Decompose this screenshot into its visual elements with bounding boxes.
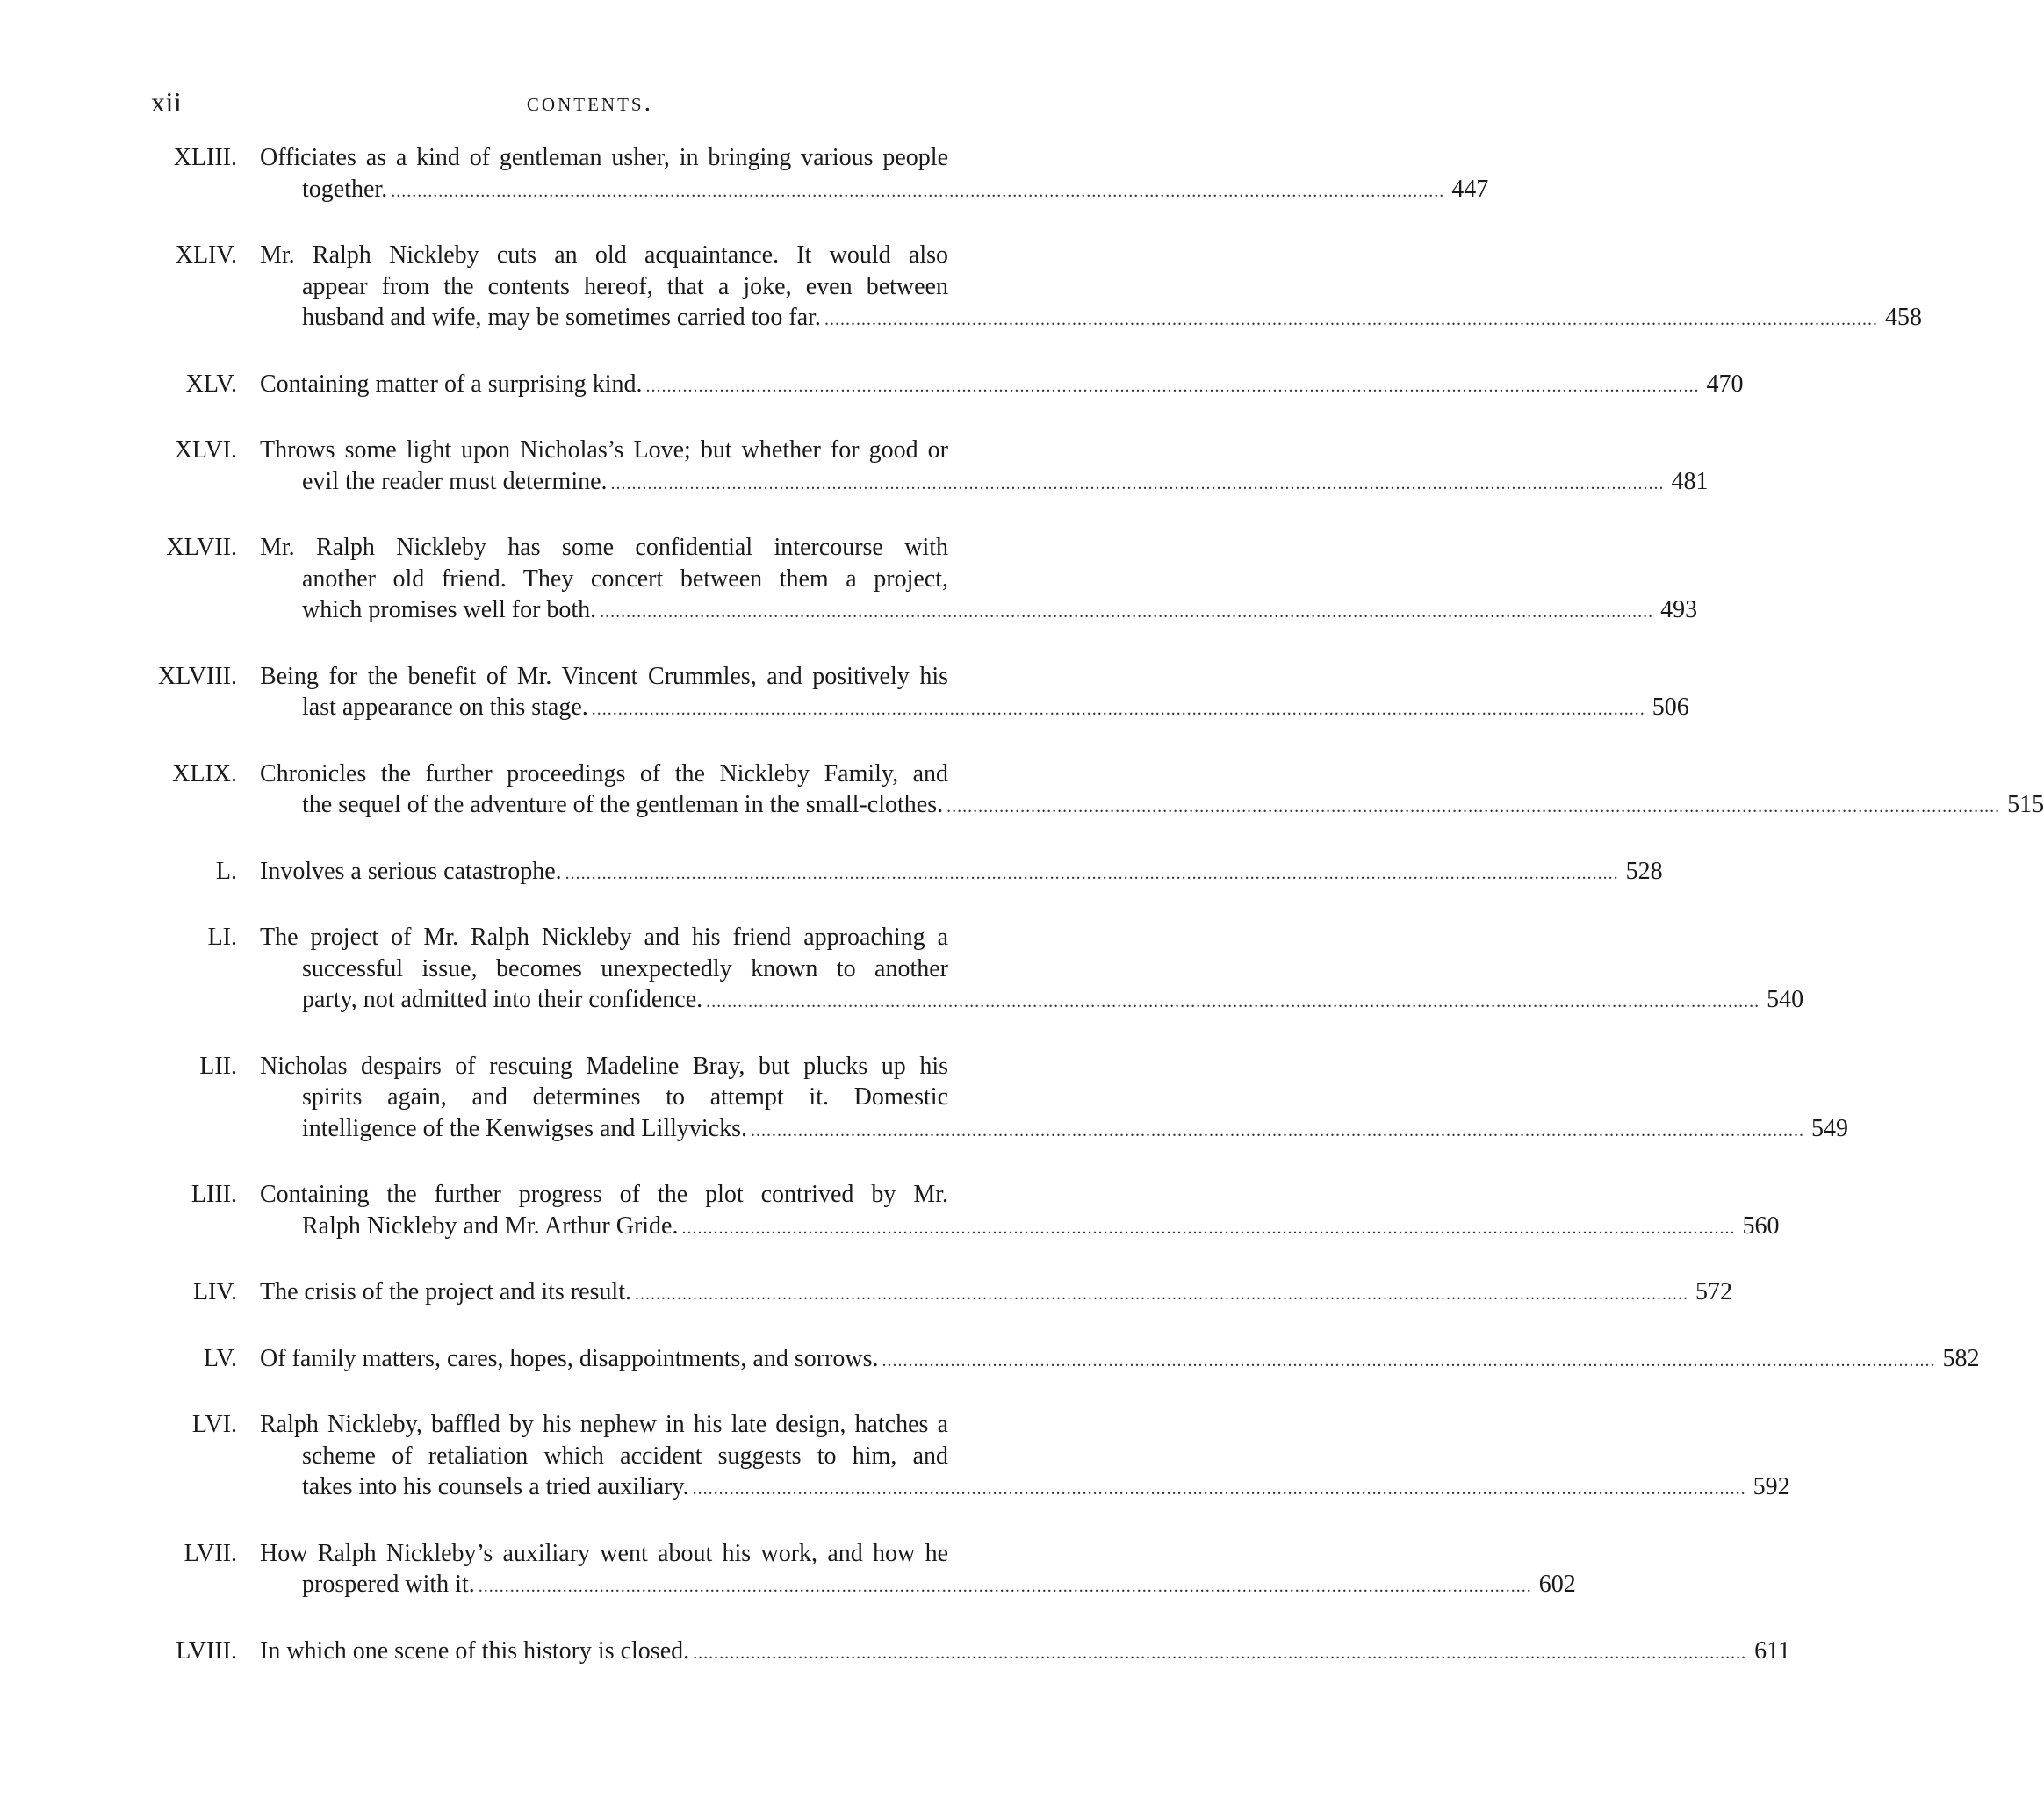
chapter-numeral: L.	[215, 857, 237, 885]
description-last-line	[260, 1211, 1780, 1245]
description-line: The project of Mr. Ralph Nickleby and his friend approaching a	[260, 924, 948, 951]
chapter-numeral: LVIII.	[176, 1636, 237, 1665]
contents-entry	[132, 369, 1744, 403]
contents-list	[132, 142, 2044, 1701]
page-number: xii	[151, 86, 183, 118]
page-reference: 481	[1671, 467, 1709, 495]
description-line: Containing matter of a surprising kind.	[260, 370, 643, 398]
chapter-numeral: XLIX.	[172, 759, 237, 788]
description-line: Mr. Ralph Nickleby has some confidential intercourse with	[260, 534, 948, 561]
description-line: Throws some light upon Nicholas’s Love; but whether for good or	[260, 436, 948, 464]
contents-entry	[132, 435, 1709, 500]
description-last-line	[260, 789, 2044, 823]
chapter-description	[260, 435, 1709, 500]
chapter-description	[260, 1277, 1732, 1311]
chapter-description	[260, 856, 1663, 890]
chapter-numeral: XLIII.	[173, 144, 237, 171]
description-last-line	[260, 594, 1698, 629]
description-last-line	[260, 302, 1922, 336]
description-line: Ralph Nickleby and Mr. Arthur Gride.	[302, 1212, 679, 1240]
chapter-description	[260, 142, 1489, 207]
dot-leader: ........................................................................................................................................................................................................	[681, 1218, 1736, 1238]
chapter-numeral: LVI.	[191, 1411, 237, 1438]
chapter-numeral: LV.	[203, 1344, 237, 1372]
description-line: evil the reader must determine.	[302, 467, 608, 495]
description-line: husband and wife, may be sometimes carried too far.	[302, 304, 821, 331]
description-last-line	[260, 466, 1709, 500]
chapter-description	[260, 759, 2044, 823]
page-reference: 549	[1810, 1114, 1848, 1142]
description-line: takes into his counsels a tried auxiliary.	[302, 1473, 689, 1500]
page-reference: 493	[1660, 596, 1698, 623]
dot-leader: ........................................................................................................................................................................................................	[946, 797, 2001, 816]
description-line: Mr. Ralph Nickleby cuts an old acquaintance. It would also	[260, 241, 948, 269]
description-last-line	[260, 856, 1663, 890]
contents-entry	[132, 1277, 1732, 1311]
dot-leader: ........................................................................................................................................................................................................	[391, 181, 1445, 201]
description-line: intelligence of the Kenwigses and Lillyvicks.	[302, 1114, 747, 1142]
description-last-line	[260, 984, 1804, 1018]
chapter-numeral: LIII.	[191, 1181, 237, 1208]
chapter-numeral: XLV.	[185, 370, 237, 398]
contents-entry	[132, 1343, 1980, 1377]
page-header	[151, 84, 1029, 119]
dot-leader: ........................................................................................................................................................................................................	[600, 602, 1654, 622]
description-line: prospered with it.	[302, 1571, 475, 1598]
page-reference: 458	[1884, 304, 1922, 331]
chapter-description	[260, 1409, 1790, 1506]
description-last-line	[260, 692, 1689, 726]
chapter-numeral: XLVII.	[166, 534, 237, 561]
description-last-line	[260, 1471, 1790, 1506]
dot-leader: ........................................................................................................................................................................................................	[565, 863, 1619, 883]
running-head: contents.	[526, 88, 654, 117]
page-reference: 572	[1695, 1278, 1732, 1305]
description-line: spirits again, and determines to attempt it. Domestic	[302, 1083, 948, 1111]
chapter-description	[260, 922, 1804, 1018]
description-last-line	[260, 174, 1489, 208]
page-reference: 515	[2007, 791, 2044, 818]
contents-entry	[132, 759, 2044, 823]
description-last-line	[260, 369, 1744, 403]
description-last-line	[260, 1569, 1576, 1603]
dot-leader: ........................................................................................................................................................................................................	[635, 1284, 1688, 1304]
dot-leader: ........................................................................................................................................................................................................	[750, 1120, 1804, 1140]
chapter-numeral: LI.	[207, 924, 237, 951]
description-line: last appearance on this stage.	[302, 694, 588, 721]
chapter-numeral: XLVIII.	[158, 662, 237, 690]
description-line: another old friend. They concert between them a project,	[302, 565, 948, 593]
chapter-description	[260, 661, 1689, 726]
page-reference: 540	[1767, 986, 1804, 1013]
chapter-description	[260, 240, 1922, 336]
contents-entry	[132, 1538, 1576, 1603]
page-reference: 592	[1753, 1473, 1790, 1500]
chapter-description	[260, 1179, 1780, 1244]
description-line: the sequel of the adventure of the gentleman in the small-clothes.	[302, 791, 944, 818]
page-reference: 560	[1742, 1212, 1780, 1240]
contents-entry	[132, 142, 1489, 207]
page-reference: 470	[1706, 370, 1744, 398]
description-line: Chronicles the further proceedings of the Nickleby Family, and	[260, 759, 948, 788]
dot-leader: ........................................................................................................................................................................................................	[706, 992, 1760, 1011]
chapter-description	[260, 1343, 1980, 1377]
dot-leader: ........................................................................................................................................................................................................	[610, 473, 1665, 493]
description-last-line	[260, 1113, 1848, 1147]
dot-leader: ........................................................................................................................................................................................................	[645, 376, 1700, 396]
chapter-description	[260, 369, 1744, 403]
description-line: Being for the benefit of Mr. Vincent Crummles, and positively his	[260, 662, 948, 690]
contents-entry	[132, 240, 1922, 336]
page-reference: 447	[1451, 175, 1489, 203]
contents-entry	[132, 661, 1689, 726]
description-line: scheme of retaliation which accident suggests to him, and	[302, 1442, 948, 1470]
chapter-numeral: LIV.	[192, 1278, 237, 1305]
chapter-numeral: LII.	[199, 1052, 237, 1080]
description-line: Of family matters, cares, hopes, disappointments, and sorrows.	[260, 1344, 879, 1372]
description-last-line	[260, 1343, 1980, 1377]
contents-entry	[132, 1179, 1780, 1244]
dot-leader: ........................................................................................................................................................................................................	[882, 1350, 1936, 1370]
description-line: The crisis of the project and its result.	[260, 1278, 631, 1305]
description-line: together.	[302, 175, 388, 203]
page-reference: 611	[1754, 1636, 1791, 1665]
chapter-description	[260, 1636, 1791, 1670]
chapter-numeral: XLVI.	[174, 436, 237, 464]
description-line: Officiates as a kind of gentleman usher, in bringing various people	[260, 144, 948, 171]
description-line: Nicholas despairs of rescuing Madeline Bray, but plucks up his	[260, 1052, 948, 1080]
description-line: appear from the contents hereof, that a joke, even between	[302, 272, 948, 300]
page-reference: 528	[1625, 857, 1663, 885]
contents-entry	[132, 1409, 1790, 1506]
description-last-line	[260, 1636, 1791, 1670]
chapter-description	[260, 1538, 1576, 1603]
chapter-description	[260, 1051, 1848, 1147]
chapter-description	[260, 532, 1698, 629]
description-line: Ralph Nickleby, baffled by his nephew in his late design, hatches a	[260, 1411, 948, 1438]
contents-entry	[132, 1051, 1848, 1147]
contents-entry	[132, 532, 1698, 629]
description-line: party, not admitted into their confidence.	[302, 986, 703, 1013]
contents-entry	[132, 922, 1804, 1018]
description-line: In which one scene of this history is closed.	[260, 1636, 690, 1665]
chapter-numeral: LVII.	[184, 1539, 237, 1567]
dot-leader: ........................................................................................................................................................................................................	[693, 1643, 1747, 1663]
dot-leader: ........................................................................................................................................................................................................	[591, 700, 1645, 719]
description-line: Involves a serious catastrophe.	[260, 857, 562, 885]
dot-leader: ........................................................................................................................................................................................................	[824, 310, 1878, 329]
description-last-line	[260, 1277, 1732, 1311]
dot-leader: ........................................................................................................................................................................................................	[478, 1577, 1532, 1596]
contents-entry	[132, 856, 1663, 890]
page-reference: 602	[1538, 1571, 1576, 1598]
page-reference: 506	[1652, 694, 1689, 721]
description-line: successful issue, becomes unexpectedly known to another	[302, 954, 948, 982]
description-line: Containing the further progress of the plot contrived by Mr.	[260, 1181, 948, 1208]
page-reference: 582	[1942, 1344, 1980, 1372]
dot-leader: ........................................................................................................................................................................................................	[692, 1479, 1746, 1499]
description-line: which promises well for both.	[302, 596, 597, 623]
chapter-numeral: XLIV.	[175, 241, 237, 269]
description-line: How Ralph Nickleby’s auxiliary went about his work, and how he	[260, 1539, 948, 1567]
contents-entry	[132, 1636, 1791, 1670]
